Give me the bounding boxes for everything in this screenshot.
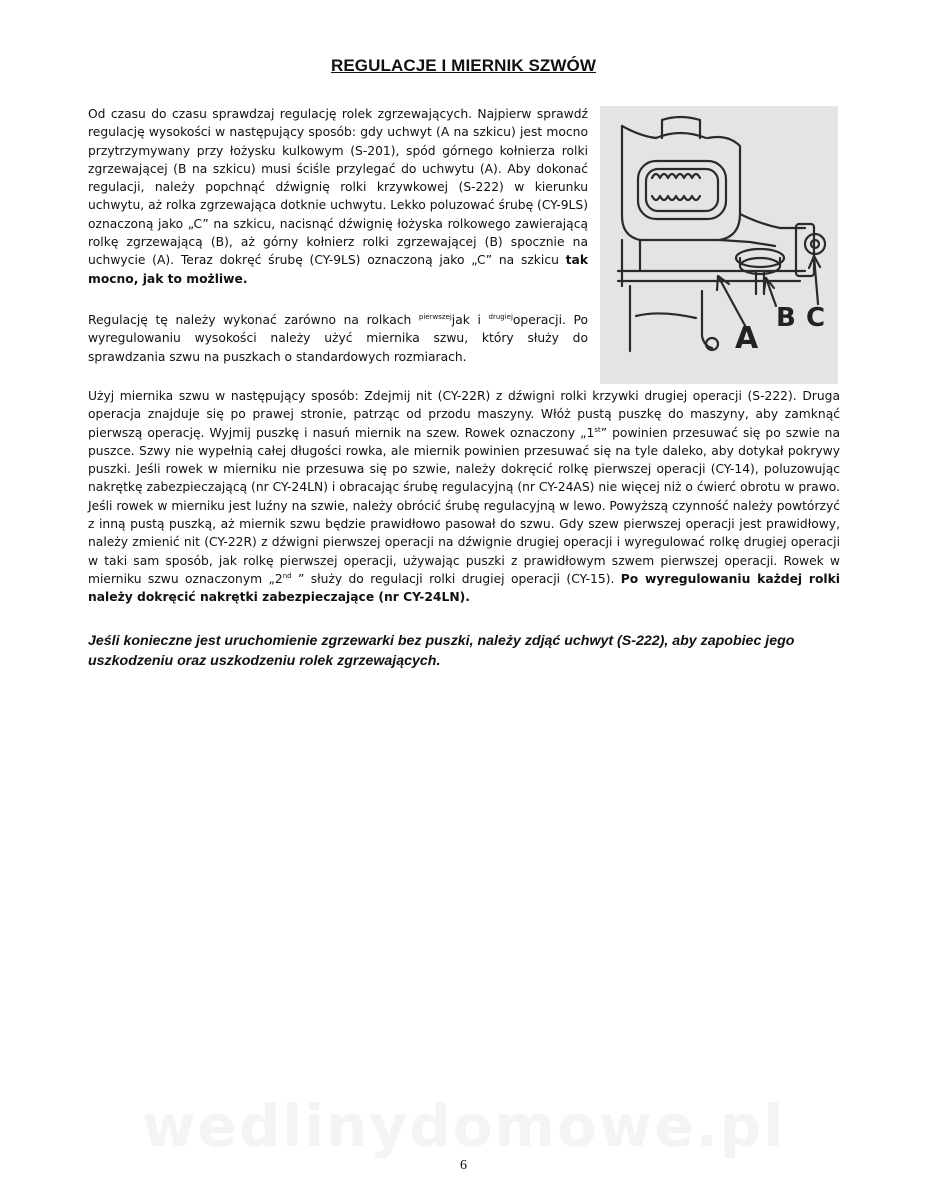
paragraph-both-operations xyxy=(88,311,588,366)
paragraph-text: Regulację tę należy wykonać zarówno na rolkach xyxy=(88,313,419,327)
superscript-second-nd: nd xyxy=(282,571,292,580)
seamer-sketch-drawing xyxy=(600,106,838,384)
label-b: B xyxy=(776,303,796,333)
label-a: A xyxy=(735,321,759,356)
superscript-second: drugiej xyxy=(488,312,513,321)
paragraph-text: jak i xyxy=(451,313,489,327)
label-c: C xyxy=(806,303,826,333)
page-title: REGULACJE I MIERNIK SZWÓW xyxy=(330,56,597,75)
superscript-first-st: st xyxy=(594,425,601,434)
paragraph-seam-gauge xyxy=(88,387,840,607)
paragraph-bold-text: Po wyregulowaniu każdej rolki należy dokręcić nakrętki zabezpieczające (nr CY-24LN). xyxy=(88,571,840,605)
paragraph-bold-text: tak mocno, jak to możliwe. xyxy=(88,253,588,286)
paragraph-text: operacji. Po wyregulowaniu wysokości należy użyć miernika szwu, który służy do sprawdzania szwu na puszkach o standardowych rozmiarach. xyxy=(88,313,589,364)
warning-note: Jeśli konieczne jest uruchomienie zgrzewarki bez puszki, należy zdjąć uchwyt (S-222), aby zapobiec jego uszkodzeniu oraz uszkodzeniu rolek zgrzewających. xyxy=(88,633,795,669)
paragraph-height-adjustment xyxy=(88,105,588,288)
paragraph-text: ” powinien przesuwać się po szwie na puszce. Szwy nie wypełnią całej długości rowka, ale miernik powinien przesuwać się na tyle daleko, aby dotykał pokrywy puszki. Jeśli rowek w mierniku nie przesuwa się po szwie, należy dokręcić rolkę pierwszej operacji (CY-14), poluzowując nakrętkę zabezpieczającą (nr CY-24LN) i obracając śrubę regulacyjną (nr CY-24AS) nie więcej niż o ćwierć obrotu w prawo. Jeśli rowek w mierniku jest luźny na szwie, należy obrócić śrubę regulacyjną w lewo. Powyższą czynność należy powtórzyć z inną pustą puszką, aż miernik szwu będzie prawidłowo pasował do szwu. Gdy szew pierwszej operacji jest prawidłowy, należy zmienić nit (CY-22R) z dźwigni pierwszej operacji na dźwignie drugiej operacji i wyregulować rolkę drugiej operacji w taki sam sposób, jak rolkę pierwszej operacji, używając puszki z prawidłowym szwem pierwszej operacji. Rowek w mierniku szwu oznaczonym „2 xyxy=(88,425,841,586)
paragraph-text: Użyj miernika szwu w następujący sposób: Zdejmij nit (CY-22R) z dźwigni rolki krzywki drugiej operacji (S-222). Druga operacja znajduje się po prawej stronie, patrząc od przodu maszyny. Włóż pustą puszkę do maszyny, aby zamknąć pierwszą operację. Wyjmij puszkę i nasuń miernik na szew. Rowek oznaczony „1 xyxy=(88,389,840,440)
superscript-first: pierwszej xyxy=(418,312,452,321)
watermark: wedlinydomowe.pl xyxy=(141,1092,786,1160)
page-number: 6 xyxy=(460,1158,467,1173)
paragraph-text: Od czasu do czasu sprawdzaj regulację rolek zgrzewających. Najpierw sprawdź regulację wysokości w następujący sposób: gdy uchwyt (A na szkicu) jest mocno przytrzymywany przy łożysku kulkowym (S-201), spód górnego kołnierza rolki zgrzewającej (B na szkicu) musi ściśle przylegać do uchwytu (A). Aby dokonać regulacji, należy popchnąć dźwignię rolki krzywkowej (S-222) w kierunku uchwytu, aż rolka zgrzewająca dotknie uchwytu. Lekko poluzować śrubę (CY-9LS) oznaczoną jako „C” na szkicu, nacisnąć dźwignię łożyska rolkowego zawierającą rolkę zgrzewającą (B), aż górny kołnierz rolki zgrzewającej (B) spocznie na uchwycie (A). Teraz dokręć śrubę (CY-9LS) oznaczoną jako „C” na szkicu xyxy=(88,107,588,268)
paragraph-text: ” służy do regulacji rolki drugiej operacji (CY-15). xyxy=(291,571,621,586)
seamer-sketch-figure xyxy=(600,106,838,384)
